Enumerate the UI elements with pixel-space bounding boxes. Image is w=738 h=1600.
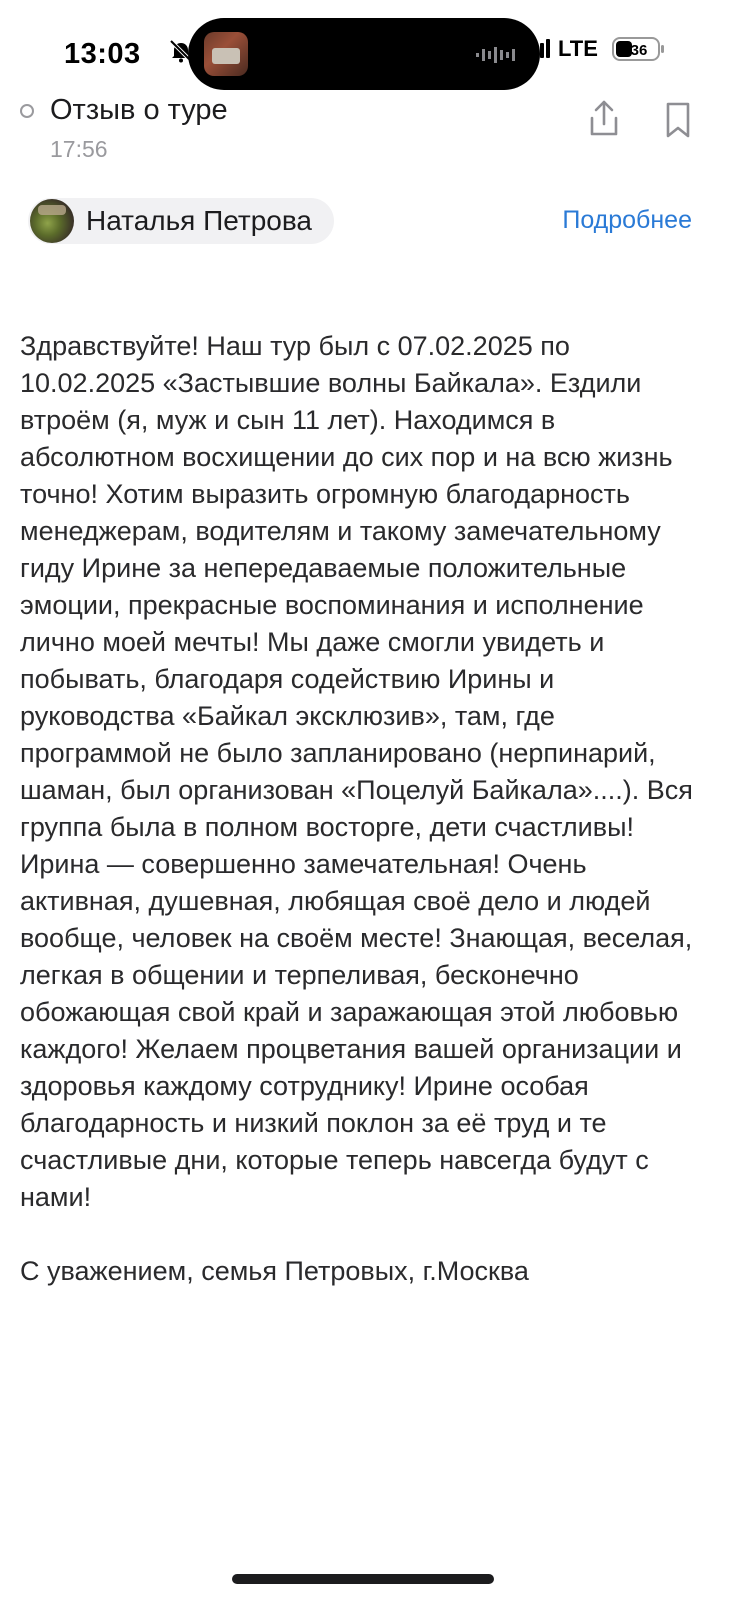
sender-chip[interactable] [28,198,334,244]
dynamic-island[interactable] [188,18,540,90]
battery-level: 36 [630,42,648,59]
home-indicator[interactable] [232,1574,494,1584]
details-link[interactable]: Подробнее [562,206,692,234]
signal-icon [528,38,550,58]
message-subject: Отзыв о туре [50,94,228,126]
sender-name: Наталья Петрова [86,205,312,236]
share-icon[interactable] [584,98,624,140]
read-status-dot [20,104,34,118]
bookmark-icon[interactable] [660,100,696,140]
network-type: LTE [558,36,598,61]
audio-wave-icon [476,46,516,64]
message-signature: С уважением, семья Петровых, г.Москва [20,1256,529,1286]
now-playing-thumbnail [204,32,248,76]
message-body [20,328,700,1290]
battery-icon [612,36,666,62]
message-paragraph: Здравствуйте! Наш тур был с 07.02.2025 по 10.02.2025 «Застывшие волны Байкала». Ездили втроём (я, муж и сын 11 лет). Находимся в абсолютном восхищении до сих пор и на всю жизнь точно! Хотим выразить огромную благодарность менеджерам, водителям и такому замечательному гиду Ирине за непередаваемые положительные эмоции, прекрасные воспоминания и исполнение лично моей мечты! Мы даже смогли увидеть и побывать, благодаря содействию Ирины и руководства «Байкал эксклюзив», там, где программой не было запланировано (нерпинарий, шаман, был организован «Поцелуй Байкала»....). Вся группа была в полном восторге, дети счастливы! Ирина — совершенно замечательная! Очень активная, душевная, любящая своё дело и людей вообще, человек на своём месте! Знающая, веселая, легкая в общении и терпеливая, бесконечно обожающая свой край и заражающая этой любовью каждого! Желаем процветания вашей организации и здоровья каждому сотруднику! Ирине особая благодарность и низкий поклон за её труд и те счастливые дни, которые теперь навсегда будут с нами! [20,331,693,1212]
message-time: 17:56 [50,136,108,162]
status-time: 13:03 [64,38,141,70]
avatar [30,199,74,243]
status-bar [0,0,738,92]
